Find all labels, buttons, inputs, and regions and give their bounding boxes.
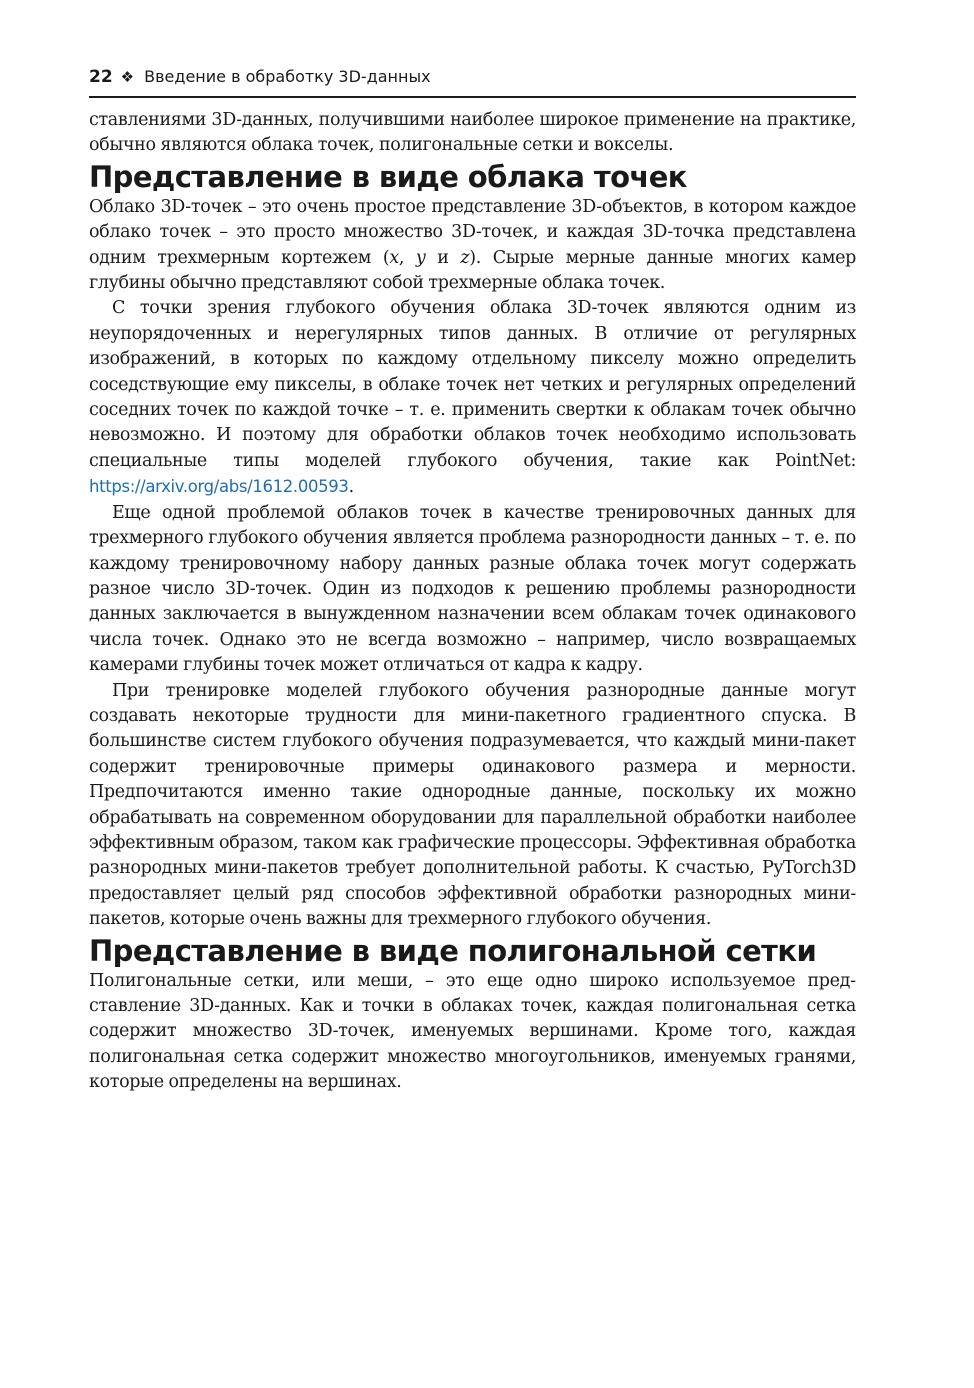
section-title-polygon-mesh: Представление в виде полигональной сетки: [89, 933, 817, 968]
ornament-icon: ❖: [120, 68, 135, 86]
paragraph: Полигональные сетки, или меши, – это еще одно широко используемое представление 3D-данных. Как и точки в облаках точек, каждая полигональная сетка содержит множество 3D-точек, именуемых вершинами. Кроме того, каждая полигональная сетка содержит множество многоугольников, именуемых гранями, которые определены на вершинах.: [89, 970, 856, 1093]
paragraph-text: ). Сырые мерные данные многих камер глубины обычно представляют собой трехмерные облака точек.: [89, 247, 856, 294]
paragraph-text: .: [348, 477, 354, 498]
paragraph: [89, 296, 856, 500]
separator: ,: [398, 247, 416, 268]
paragraph: Еще одной проблемой облаков точек в качестве тренировочных данных для трехмерного глубокого обучения является проблема разнородности данных – т. е. по каждому тренировочному набору данных разные облака точек могут содержать разное число 3D-точек. Один из подходов к решению проблемы разнородности данных заключается в вынужденном назначении всем облакам точек одинакового числа точек. Однако это не всегда возможно – например, число возвращаемых камерами глубины точек может отличаться от кадра к кадру.: [89, 502, 856, 676]
separator: и: [425, 247, 461, 268]
section-title-point-cloud: Представление в виде облака точек: [89, 159, 687, 194]
paragraph-text: С точки зрения глубокого обучения облака 3D-точек являются одним из неупорядоченных и нерегулярных типов данных. В отличие от регулярных изображений, в которых по каждому отдельному пикселу можно определить соседствующие ему пикселы, в облаке точек нет четких и регулярных определений соседних точек по каждой точке – т. е. применить свертки к облакам точек обычно невозможно. И поэтому для обработки облаков точек необходимо использовать специальные типы моделей глубокого обучения, такие как PointNet:: [89, 298, 856, 471]
variable-x: x: [389, 247, 399, 268]
paragraph: При тренировке моделей глубокого обучения разнородные данные могут создавать некоторые трудности для мини-пакетного градиентного спуска. В большинстве систем глубокого обучения подразумевается, что каждый мини-пакет содержит тренировочные примеры одинакового размера и мерности. Предпочитаются именно такие однородные данные, поскольку их можно обрабатывать на современном оборудовании для параллельной обработки наиболее эффективным образом, таком как графические процессоры. Эффективная обработка разнородных мини-пакетов требует дополнительной работы. К счастью, PyTorch3D предоставляет целый ряд способов эффективной обработки разнородных мини-пакетов, которые очень важны для трехмерного глубокого обучения.: [89, 680, 856, 930]
book-page: [89, 64, 856, 1096]
paragraph: [89, 195, 856, 297]
variable-z: z: [460, 247, 470, 268]
variable-y: y: [415, 247, 426, 268]
paragraph-text: Облако 3D-точек – это очень простое представление 3D-объектов, в котором каждое облако точек – это просто множество 3D-точек, и каждая 3D-точка представлена одним трехмерным кортежем (: [89, 196, 856, 268]
running-header: [89, 64, 856, 98]
pointnet-link[interactable]: https://arxiv.org/abs/1612.00593: [89, 477, 349, 497]
chapter-title: Введение в обработку 3D-данных: [144, 67, 431, 86]
page-number: 22: [89, 67, 113, 87]
intro-paragraph: ставлениями 3D-данных, получившими наиболее широкое применение на практике, обычно являются облака точек, полигональные сетки и вокселы.: [89, 110, 856, 156]
